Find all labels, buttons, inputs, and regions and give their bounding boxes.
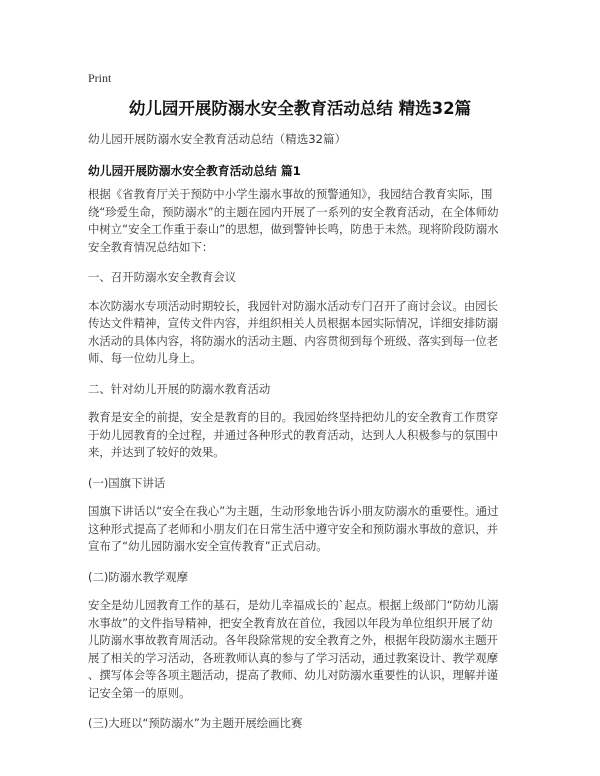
document-title: 幼儿园开展防溺水安全教育活动总结 精选32篇 [128,99,472,118]
text-line: (一)国旗下讲话 [88,475,166,490]
text-line: 师、每一位幼儿身上。 [88,351,202,365]
section-heading [88,569,512,587]
text-line: 根据《省教育厅关于预防中小学生溺水事故的预警通知》，我园结合教育实际，围 [88,187,493,201]
text-line: 传达文件精神，宣传文件内容，并组织相关人员根据本园实际情况，详细安排防溺 [88,316,499,330]
text-line: 展了相关的学习活动，各班教师认真的参与了学习活动，通过教案设计、教学观摩 [88,650,499,665]
section-heading [88,715,512,733]
text-line: (三)大班以“预防溺水”为主题开展绘画比赛 [88,716,303,730]
text-line: 儿防溺水事故教育周活动。各年段除常规的安全教育之外，根据年段防溺水主题开 [88,633,499,647]
text-line: 水事故”的文件指导精神，把安全教育放在首位，我园以年段为单位组织开展了幼 [88,615,493,630]
paragraph [88,597,512,702]
text-line: 中树立“安全工作重于泰山”的思想，做到警钟长鸣，防患于未然。现将阶段防溺水 [88,222,499,236]
section-title: 幼儿园开展防溺水安全教育活动总结 篇1 [88,164,301,178]
document-subtitle: 幼儿园开展防溺水安全教育活动总结（精选32篇） [88,132,347,146]
text-line: 国旗下讲话以“安全在我心”为主题，生动形象地告诉小朋友防溺水的重要性。通过 [88,504,499,518]
section-heading [88,269,512,287]
text-line: 水活动的具体内容，将防溺水的活动主题、内容贯彻到每个班级、落实到每一位老 [88,333,499,348]
text-line: 二、针对幼儿开展的防溺水教育活动 [88,381,271,396]
text-line: 来，并达到了较好的效果。 [88,445,225,459]
paragraph [88,298,512,368]
text-line: 记安全第一的原则。 [88,685,191,700]
document-body [88,186,512,744]
paragraph [88,409,512,462]
text-line: 安全教育情况总结如下： [88,239,214,254]
paragraph [88,503,512,556]
section-heading [88,381,512,399]
text-line: 本次防溺水专项活动时期较长，我园针对防溺水活动专门召开了商讨会议。由园长 [88,298,499,313]
text-line: 一、召开防溺水安全教育会议 [88,270,237,284]
text-line: 绕“珍爱生命，预防溺水”的主题在园内开展了一系列的安全教育活动，在全体师幼 [88,204,499,219]
text-line: (二)防溺水教学观摩 [88,569,189,584]
section-heading [88,475,512,493]
text-line: 安全是幼儿园教育工作的基石，是幼儿幸福成长的`起点。根据上级部门“防幼儿溺 [88,598,499,612]
text-line: 这种形式提高了老师和小朋友们在日常生活中遵守安全和预防溺水事故的意识，并 [88,521,499,536]
text-line: 、撰写体会等各项主题活动，提高了教师、幼儿对防溺水重要性的认识，理解并谨 [88,668,499,682]
text-line: 宣布了“幼儿园防溺水安全宣传教育”正式启动。 [88,539,328,553]
paragraph [88,186,512,256]
text-line: 教育是安全的前提，安全是教育的目的。我园始终坚持把幼儿的安全教育工作贯穿 [88,410,499,424]
text-line: 于幼儿园教育的全过程，并通过各种形式的教育活动，达到人人积极参与的氛围中 [88,427,499,442]
print-link[interactable]: Print [88,71,112,85]
